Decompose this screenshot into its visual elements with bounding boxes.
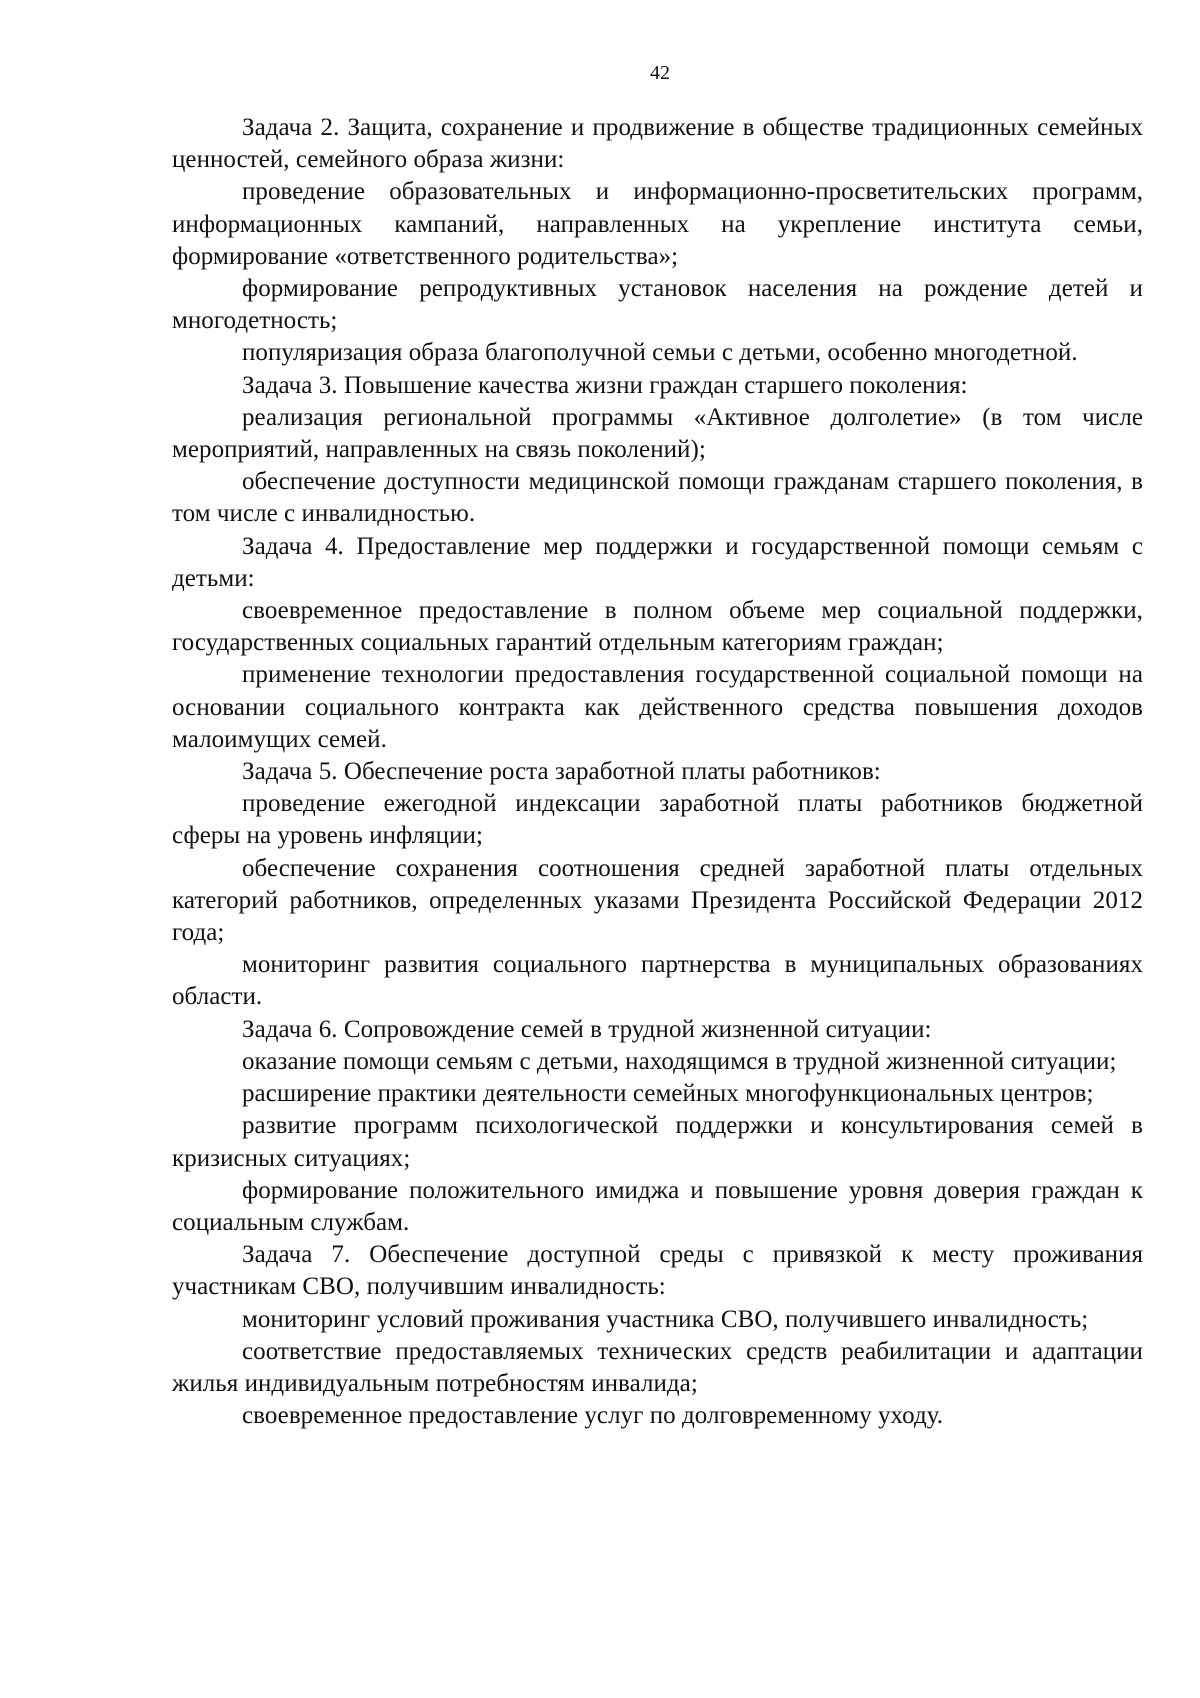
paragraph: оказание помощи семьям с детьми, находящимся в трудной жизненной ситуации; (242, 1047, 1117, 1075)
paragraph-task-4: Задача 4. Предоставление мер поддержки и государственной помощи семьям с детьми: (172, 532, 1143, 592)
paragraph: проведение ежегодной индексации заработной платы работников бюджетной сферы на уровень инфляции; (172, 790, 1143, 850)
paragraph: развитие программ психологической поддержки и консультирования семей в кризисных ситуациях; (172, 1112, 1143, 1172)
paragraph-task-3: Задача 3. Повышение качества жизни граждан старшего поколения: (242, 371, 968, 399)
paragraph: формирование положительного имиджа и повышение уровня доверия граждан к социальным службам. (172, 1176, 1143, 1236)
paragraph-task-5: Задача 5. Обеспечение роста заработной платы работников: (242, 758, 881, 786)
paragraph: мониторинг условий проживания участника СВО, получившего инвалидность; (242, 1305, 1089, 1333)
paragraph: реализация региональной программы «Активное долголетие» (в том числе мероприятий, направленных на связь поколений); (172, 403, 1143, 464)
paragraph: обеспечение сохранения соотношения средней заработной платы отдельных категорий работников, определенных указами Президента Российской Федерации 2012 года; (172, 854, 1143, 947)
paragraph: соответствие предоставляемых технических средств реабилитации и адаптации жилья индивидуальным потребностям инвалида; (172, 1337, 1143, 1397)
page-number: 42 (650, 62, 670, 84)
paragraph: проведение образовательных и информационно-просветительских программ, информационных кампаний, направленных на укрепление института семьи, формирование «ответственного родительства»; (172, 178, 1143, 270)
paragraph: расширение практики деятельности семейных многофункциональных центров; (242, 1080, 1094, 1108)
paragraph: обеспечение доступности медицинской помощи гражданам старшего поколения, в том числе с инвалидностью. (172, 468, 1143, 528)
paragraph: формирование репродуктивных установок населения на рождение детей и многодетность; (172, 275, 1143, 335)
paragraph-task-7: Задача 7. Обеспечение доступной среды с привязкой к месту проживания участникам СВО, получившим инвалидность: (172, 1241, 1143, 1301)
paragraph: своевременное предоставление услуг по долговременному уходу. (242, 1402, 944, 1430)
paragraph-task-2: Задача 2. Защита, сохранение и продвижение в обществе традиционных семейных ценностей, семейного образа жизни: (172, 114, 1143, 174)
paragraph-task-6: Задача 6. Сопровождение семей в трудной жизненной ситуации: (242, 1015, 932, 1043)
paragraph: мониторинг развития социального партнерства в муниципальных образованиях области. (172, 951, 1143, 1011)
paragraph: популяризация образа благополучной семьи с детьми, особенно многодетной. (242, 339, 1078, 367)
document-body (172, 112, 1143, 1432)
paragraph: применение технологии предоставления государственной социальной помощи на основании социального контракта как действенного средства повышения доходов малоимущих семей. (172, 661, 1143, 753)
paragraph: своевременное предоставление в полном объеме мер социальной поддержки, государственных социальных гарантий отдельным категориям граждан; (172, 597, 1143, 657)
